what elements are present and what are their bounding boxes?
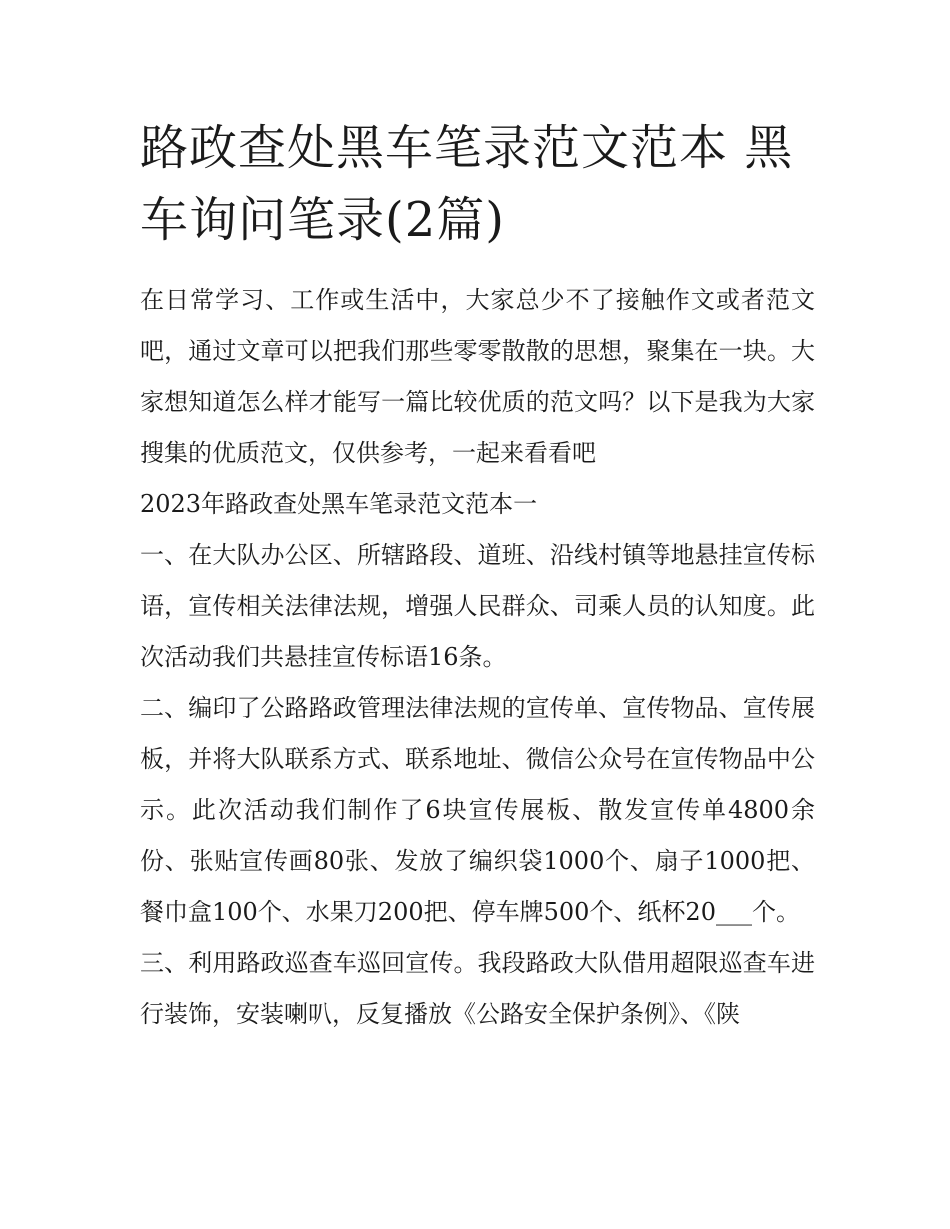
intro-paragraph: 在日常学习、工作或生活中，大家总少不了接触作文或者范文吧，通过文章可以把我们那些零零散散的思想，聚集在一块。大家想知道怎么样才能写一篇比较优质的范文吗？以下是我为大家搜集的优质范文，仅供参考，一起来看看吧 (140, 286, 815, 467)
section-heading: 2023年路政查处黑车笔录范文范本一 (140, 490, 538, 518)
document-body (140, 275, 815, 1040)
list-item: 二、编印了公路路政管理法律法规的宣传单、宣传物品、宣传展板，并将大队联系方式、联系地址、微信公众号在宣传物品中公示。此次活动我们制作了6块宣传展板、散发宣传单4800余份、张贴宣传画80张、发放了编织袋1000个、扇子1000把、餐巾盒100个、水果刀200把、停车牌500个、纸杯20___个。 (140, 694, 815, 926)
list-item: 三、利用路政巡查车巡回宣传。我段路政大队借用超限巡查车进行装饰，安装喇叭，反复播放《公路安全保护条例》、《陕 (140, 949, 815, 1028)
document-title: 路政查处黑车笔录范文范本 黑车询问笔录(2篇) (140, 120, 794, 248)
list-item: 一、在大队办公区、所辖路段、道班、沿线村镇等地悬挂宣传标语，宣传相关法律法规，增强人民群众、司乘人员的认知度。此次活动我们共悬挂宣传标语16条。 (140, 541, 815, 671)
